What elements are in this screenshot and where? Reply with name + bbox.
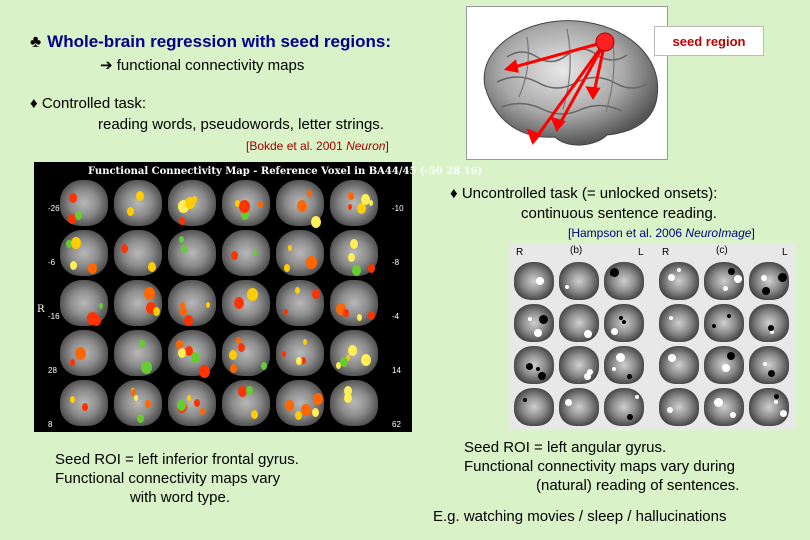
fc-brain-slice: [222, 380, 270, 426]
hampson-l-label-c: L: [782, 247, 788, 258]
activation-blob: [728, 268, 735, 275]
fc-brain-slice: [168, 230, 216, 276]
left-caption-line: Functional connectivity maps vary: [55, 470, 281, 487]
activation-blob: [714, 398, 723, 407]
activation-blob: [368, 311, 375, 320]
activation-blob: [344, 393, 352, 403]
activation-blob: [285, 400, 294, 411]
hampson-brain-slice: [559, 304, 599, 342]
uncontrolled-task-heading: [450, 185, 717, 202]
activation-blob: [88, 263, 97, 274]
activation-blob: [635, 395, 639, 399]
activation-blob: [722, 364, 730, 372]
fc-brain-slice: [60, 280, 108, 326]
activation-blob: [612, 367, 616, 371]
hampson-r-label-c: R: [662, 247, 670, 258]
activation-blob: [176, 340, 183, 349]
activation-blob: [181, 245, 187, 253]
left-caption-line: Seed ROI = left inferior frontal gyrus.: [55, 451, 299, 468]
left-caption: [55, 450, 345, 507]
activation-blob: [627, 374, 632, 379]
uncontrolled-task-detail: continuous sentence reading.: [521, 205, 717, 222]
diamond-icon: ♦: [30, 95, 38, 112]
activation-blob: [312, 289, 320, 299]
activation-blob: [667, 407, 673, 413]
activation-blob: [179, 236, 184, 243]
bokde-citation-journal: Neuron: [346, 139, 386, 153]
activation-blob: [284, 309, 288, 315]
activation-blob: [669, 316, 673, 320]
activation-blob: [538, 372, 546, 380]
hampson-brain-slice: [659, 262, 699, 300]
hampson-figure: [510, 244, 796, 430]
controlled-task-detail: reading words, pseudowords, letter strings.: [98, 116, 384, 133]
activation-blob: [727, 352, 735, 360]
hampson-brain-slice: [749, 262, 789, 300]
seed-region-label: seed region: [654, 26, 764, 56]
fc-brain-slice: [60, 230, 108, 276]
activation-blob: [258, 201, 263, 208]
brain-illustration: [466, 6, 668, 160]
activation-blob: [127, 207, 134, 216]
activation-blob: [75, 347, 86, 360]
activation-blob: [622, 320, 626, 324]
activation-blob: [71, 237, 81, 249]
hampson-brain-slice: [604, 262, 644, 300]
activation-blob: [82, 403, 88, 411]
fc-brain-slice: [114, 180, 162, 226]
activation-blob: [121, 244, 128, 253]
activation-blob: [134, 395, 138, 401]
activation-blob: [136, 191, 144, 201]
hampson-brain-slice: [749, 346, 789, 384]
hampson-citation-authors: [Hampson et al. 2006: [568, 226, 686, 240]
hampson-brain-slice: [659, 346, 699, 384]
activation-blob: [565, 399, 572, 406]
fc-brain-slice: [222, 180, 270, 226]
fc-left-numbers: [48, 182, 60, 452]
hampson-brain-slice: [514, 388, 554, 426]
fc-brain-slice: [114, 230, 162, 276]
hampson-brain-slice: [559, 346, 599, 384]
activation-blob: [536, 277, 544, 285]
fc-left-number: -16: [48, 312, 60, 321]
activation-blob: [251, 410, 258, 419]
activation-blob: [677, 268, 681, 272]
activation-blob: [712, 324, 716, 328]
hampson-brain-slice: [559, 388, 599, 426]
uncontrolled-heading-text: Uncontrolled task (= unlocked onsets):: [461, 185, 718, 202]
right-caption-line: Functional connectivity maps vary during: [464, 458, 735, 475]
hampson-brain-slice: [604, 388, 644, 426]
activation-blob: [184, 315, 193, 326]
activation-blob: [780, 410, 787, 417]
activation-blob: [238, 343, 245, 352]
activation-blob: [200, 408, 205, 415]
activation-blob: [539, 315, 548, 324]
fc-brain-slice: [276, 380, 324, 426]
hampson-citation-close: ]: [751, 226, 755, 240]
activation-blob: [528, 317, 532, 321]
activation-blob: [584, 330, 592, 338]
activation-blob: [350, 239, 358, 249]
fc-left-number: 28: [48, 366, 57, 375]
footer-note: E.g. watching movies / sleep / hallucinations: [433, 508, 727, 525]
fc-brain-slice: [114, 280, 162, 326]
hampson-l-label-b: L: [638, 247, 644, 258]
activation-blob: [199, 365, 210, 378]
fc-brain-slice: [168, 380, 216, 426]
hampson-panel-c-label: (c): [716, 245, 728, 256]
activation-blob: [619, 316, 623, 320]
hampson-brain-slice: [514, 262, 554, 300]
activation-blob: [311, 216, 321, 228]
activation-blob: [137, 414, 144, 423]
fc-right-number: -4: [392, 312, 400, 321]
activation-blob: [727, 314, 731, 318]
fc-left-number: -26: [48, 204, 60, 213]
activation-blob: [177, 400, 186, 411]
left-caption-line: with word type.: [129, 489, 231, 506]
activation-blob: [768, 370, 775, 377]
activation-blob: [246, 386, 253, 395]
activation-blob: [297, 200, 307, 212]
activation-blob: [179, 217, 185, 225]
activation-blob: [340, 357, 348, 367]
activation-blob: [206, 302, 210, 308]
activation-blob: [357, 314, 362, 321]
fc-right-numbers: [392, 182, 404, 452]
hampson-brain-slice: [704, 262, 744, 300]
activation-blob: [236, 298, 243, 307]
seed-dot: [596, 33, 614, 51]
diamond-icon: ♦: [450, 185, 458, 202]
activation-blob: [247, 288, 258, 301]
activation-blob: [610, 268, 619, 277]
bokde-citation: [246, 139, 389, 153]
right-caption-line: Seed ROI = left angular gyrus.: [464, 439, 667, 456]
activation-blob: [253, 250, 257, 256]
hampson-brain-slice: [704, 346, 744, 384]
fc-brain-slice: [276, 280, 324, 326]
activation-blob: [185, 197, 195, 209]
activation-blob: [282, 351, 286, 357]
activation-blob: [75, 211, 82, 220]
hampson-brain-slice: [704, 304, 744, 342]
activation-blob: [229, 350, 237, 360]
activation-blob: [301, 404, 311, 416]
activation-blob: [306, 256, 317, 269]
fc-right-number: -10: [392, 204, 404, 213]
slide-title: [30, 32, 391, 52]
activation-blob: [87, 312, 98, 325]
activation-blob: [191, 352, 200, 363]
activation-blob: [534, 329, 542, 337]
club-icon: ♣: [30, 32, 42, 51]
activation-blob: [587, 369, 593, 375]
activation-blob: [526, 363, 533, 370]
activation-blob: [778, 273, 787, 282]
activation-blob: [70, 261, 77, 270]
activation-blob: [668, 274, 675, 281]
fc-brain-slice: [222, 280, 270, 326]
activation-blob: [352, 265, 361, 276]
hampson-brain-slice: [704, 388, 744, 426]
subtitle-text: functional connectivity maps: [116, 57, 305, 74]
activation-blob: [231, 251, 238, 260]
right-caption: [464, 438, 739, 495]
activation-blob: [730, 412, 736, 418]
fc-brain-slice: [330, 180, 378, 226]
fc-map-figure: [34, 162, 483, 432]
activation-blob: [313, 393, 323, 405]
fc-brain-slice: [114, 380, 162, 426]
fc-brain-slice: [222, 330, 270, 376]
fc-brain-slice: [276, 180, 324, 226]
hampson-brain-slice: [514, 304, 554, 342]
activation-blob: [139, 340, 145, 348]
slide-subtitle: [100, 56, 304, 74]
activation-blob: [284, 264, 290, 272]
fc-right-number: 14: [392, 366, 401, 375]
fc-brain-slice: [114, 330, 162, 376]
activation-blob: [295, 287, 300, 294]
fc-brain-slice: [168, 180, 216, 226]
activation-blob: [774, 394, 779, 399]
controlled-task-heading: [30, 95, 146, 112]
title-text: Whole-brain regression with seed regions:: [47, 32, 391, 51]
activation-blob: [734, 275, 742, 283]
fc-brain-slice: [276, 230, 324, 276]
activation-blob: [368, 264, 375, 273]
activation-blob: [627, 414, 633, 420]
hampson-brain-slice: [559, 262, 599, 300]
activation-blob: [723, 286, 728, 291]
fc-brain-slice: [330, 330, 378, 376]
activation-blob: [70, 396, 75, 403]
activation-blob: [239, 200, 250, 213]
activation-blob: [668, 354, 676, 362]
hampson-brain-slice: [604, 346, 644, 384]
activation-blob: [194, 399, 200, 407]
activation-blob: [348, 204, 352, 210]
activation-blob: [616, 353, 625, 362]
fc-left-number: -6: [48, 258, 56, 267]
activation-blob: [565, 285, 569, 289]
fc-brain-slice: [60, 380, 108, 426]
activation-blob: [761, 275, 767, 281]
activation-blob: [288, 245, 292, 251]
activation-blob: [144, 287, 155, 300]
fc-brain-slice: [168, 280, 216, 326]
activation-blob: [178, 348, 186, 358]
activation-blob: [230, 364, 237, 373]
fc-brain-slice: [330, 280, 378, 326]
hampson-citation: [568, 226, 755, 240]
fc-side-label: R: [37, 304, 45, 315]
activation-blob: [141, 361, 152, 374]
activation-blob: [536, 367, 540, 371]
controlled-heading-text: Controlled task:: [41, 95, 147, 112]
activation-blob: [768, 325, 774, 331]
hampson-brain-slice: [659, 388, 699, 426]
hampson-brain-slice: [659, 304, 699, 342]
activation-blob: [611, 328, 618, 335]
fc-brain-slice: [168, 330, 216, 376]
activation-blob: [523, 398, 527, 402]
activation-blob: [261, 362, 267, 370]
right-caption-line: (natural) reading of sentences.: [536, 477, 740, 494]
activation-blob: [369, 200, 373, 206]
activation-blob: [762, 287, 770, 295]
activation-blob: [348, 192, 354, 200]
fc-brain-slice: [60, 180, 108, 226]
fc-brain-slice: [222, 230, 270, 276]
activation-blob: [348, 345, 357, 356]
bokde-citation-authors: [Bokde et al. 2001: [246, 139, 347, 153]
hampson-brain-slice: [749, 304, 789, 342]
activation-blob: [145, 400, 151, 408]
fc-right-number: 62: [392, 420, 401, 429]
fc-brain-slice: [330, 380, 378, 426]
bokde-citation-close: ]: [385, 139, 389, 153]
activation-blob: [296, 357, 302, 365]
hampson-brain-slice: [749, 388, 789, 426]
fc-brain-slice: [60, 330, 108, 376]
fc-right-number: -8: [392, 258, 400, 267]
activation-blob: [70, 359, 75, 366]
activation-blob: [187, 395, 191, 401]
activation-blob: [348, 253, 355, 262]
fc-map-title: Functional Connectivity Map - Reference Voxel in BA44/45 (-50 28 16): [88, 166, 483, 177]
activation-blob: [69, 193, 77, 203]
fc-left-number: 8: [48, 420, 53, 429]
activation-blob: [763, 362, 767, 366]
activation-blob: [343, 309, 349, 317]
hampson-brain-slice: [604, 304, 644, 342]
activation-blob: [361, 354, 371, 366]
activation-blob: [99, 303, 103, 309]
activation-blob: [312, 408, 319, 417]
fc-brain-slice: [276, 330, 324, 376]
hampson-brain-slice: [514, 346, 554, 384]
hampson-citation-journal: NeuroImage: [685, 226, 752, 240]
activation-blob: [307, 190, 312, 197]
hampson-r-label-b: R: [516, 247, 524, 258]
activation-blob: [148, 262, 156, 272]
arrow-icon: ➔: [100, 57, 113, 74]
activation-blob: [303, 339, 307, 345]
activation-blob: [153, 307, 160, 316]
hampson-panel-b-label: (b): [570, 245, 583, 256]
fc-brain-slice: [330, 230, 378, 276]
activation-blob: [774, 400, 778, 404]
